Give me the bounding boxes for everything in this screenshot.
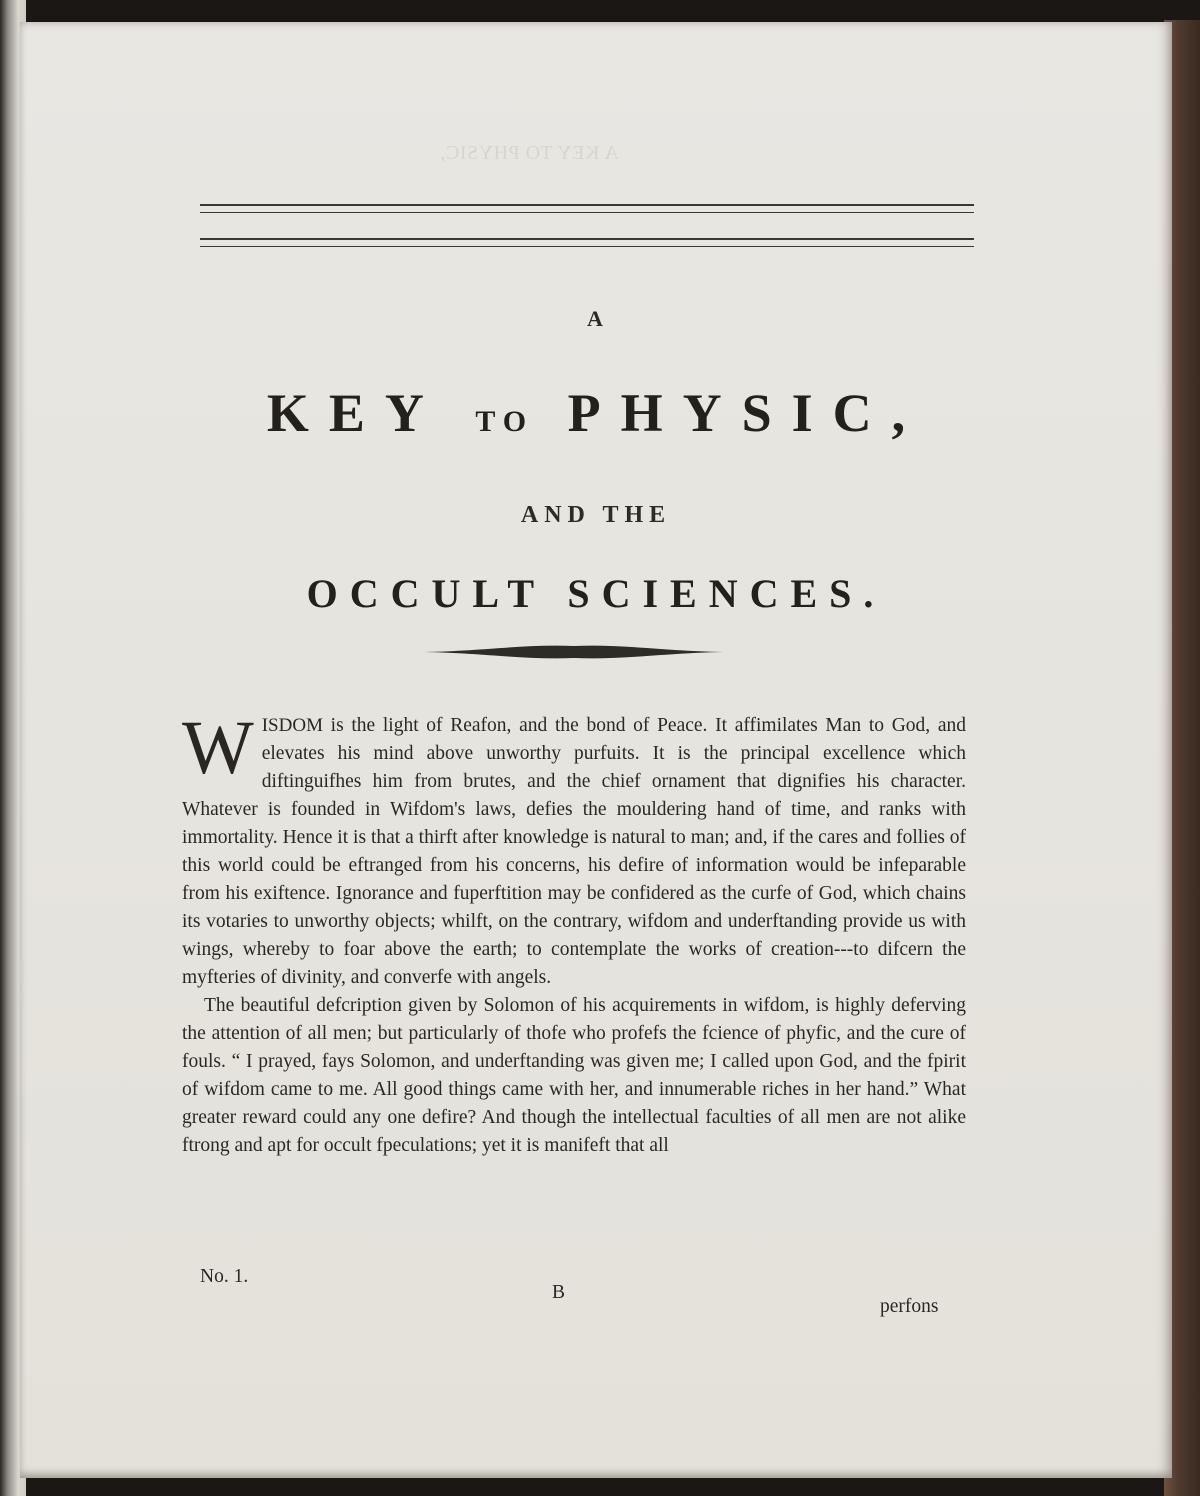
- double-rule-top: [200, 204, 974, 213]
- paragraph-1: [182, 706, 966, 992]
- paragraph-1-text: is the light of Reafon, and the bond of Peace. It affimilates Man to God, and elevates his mind above unworthy purfuits. It is the principal excellence which diftinguifhes him from brutes, and the chief ornament that dignifies his character. Whatever is founded in Wifdom's laws, defies the mouldering hand of time, and ranks with immortality. Hence it is that a thirft after knowledge is natural to man; and, if the cares and follies of this world could be eftranged from his concerns, his defire of information would be infeparable from his exiftence. Ignorance and fuperftition may be confidered as the curfe of God, which chains its votaries to unworthy objects; whilft, on the contrary, wifdom and underftanding provide us with wings, whereby to foar above the earth; to contemplate the works of creation---to difcern the myfteries of divinity, and converfe with angels.: [182, 715, 966, 988]
- bleed-through-running-head: A KEY TO PHYSIC,: [440, 142, 619, 164]
- rule-line: [200, 246, 974, 247]
- book-page: [20, 22, 1172, 1478]
- body-text: [182, 706, 966, 1160]
- signature-number: No. 1.: [200, 1266, 249, 1287]
- title-occult-sciences: OCCULT SCIENCES.: [306, 571, 886, 616]
- signature-letter: B: [552, 1282, 566, 1303]
- paragraph-2: The beautiful defcription given by Solomon of his acquirements in wifdom, is highly deferving the attention of all men; but particularly of thofe who profefs the fcience of phyfic, and the cure of fouls. “ I prayed, fays Solomon, and underftanding was given me; I called upon God, and the fpirit of wifdom came to me. All good things came with her, and innumerable riches in her hand.” What greater reward could any one defire? And though the intellectual faculties of all men are not alike ftrong and apt for occult fpeculations; yet it is manifeft that all: [182, 995, 966, 1156]
- rule-line: [200, 212, 974, 213]
- title-physic: PHYSIC,: [567, 383, 926, 443]
- title-to: TO: [475, 405, 535, 438]
- catchword: perfons: [880, 1296, 939, 1317]
- title-key: KEY: [266, 383, 442, 443]
- ornamental-flourish-icon: [424, 642, 724, 662]
- double-rule-bottom: [200, 238, 974, 247]
- title-article: A: [587, 306, 605, 331]
- title-main: [20, 382, 1172, 444]
- title-and-the: AND THE: [520, 502, 672, 528]
- drop-cap: W: [182, 706, 254, 790]
- small-caps-word: ISDOM: [261, 715, 323, 736]
